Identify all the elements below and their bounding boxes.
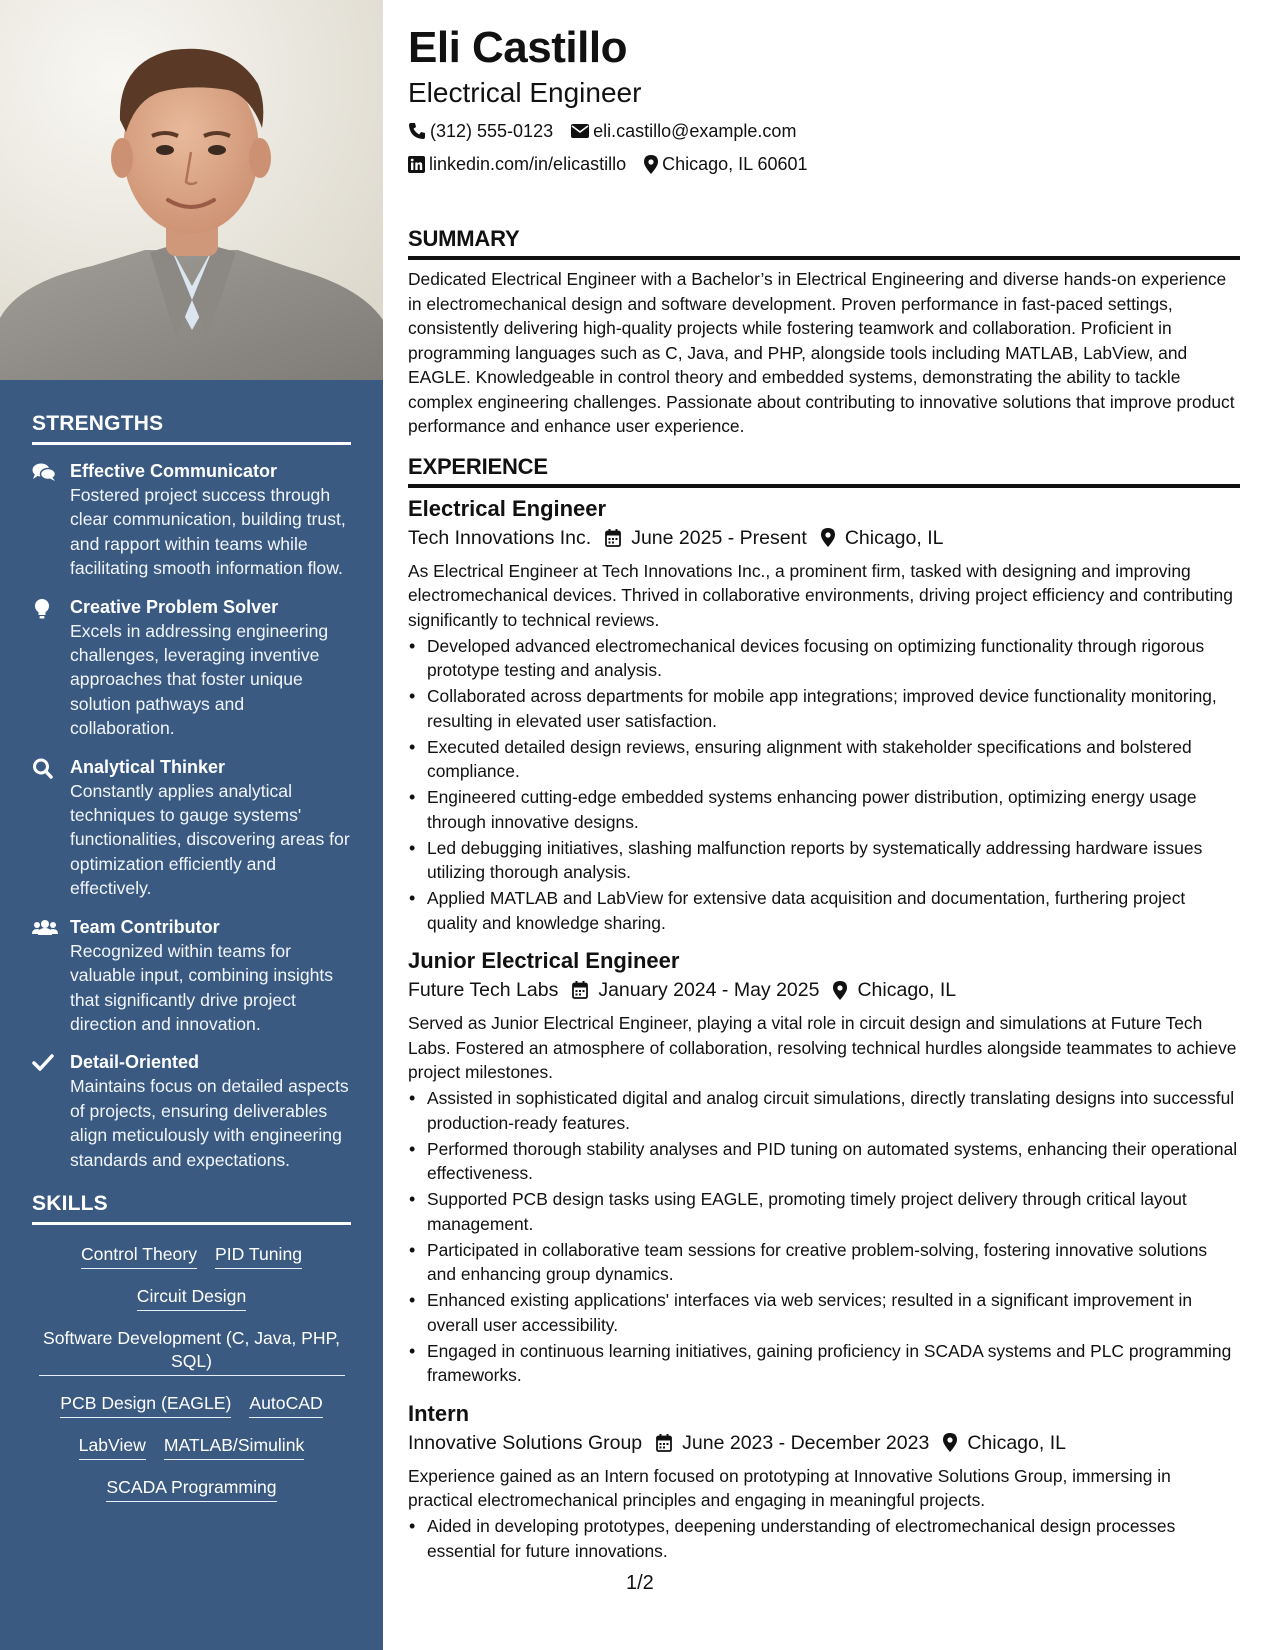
job-entry <box>408 947 1240 1388</box>
map-pin-icon <box>821 528 835 547</box>
comments-icon <box>32 459 70 581</box>
list-item: • Performed thorough stability analyses and PID tuning on automated systems, enhancing their operational effectiveness. <box>408 1137 1240 1186</box>
phone-contact <box>408 121 553 142</box>
skill-tag: MATLAB/Simulink <box>164 1434 304 1460</box>
job-location <box>943 1430 1066 1456</box>
list-item: • Aided in developing prototypes, deepening understanding of electromechanical design processes essential for future innovations. <box>408 1514 1240 1563</box>
phone-text: (312) 555-0123 <box>430 120 554 141</box>
company-name: Innovative Solutions Group <box>408 1431 643 1454</box>
strength-title: Analytical Thinker <box>70 756 226 777</box>
strength-title: Creative Problem Solver <box>70 596 279 617</box>
job-meta <box>408 525 1240 551</box>
company-name: Tech Innovations Inc. <box>408 526 592 549</box>
job-meta <box>408 977 1240 1003</box>
list-item: • Assisted in sophisticated digital and analog circuit simulations, directly translating designs into successful production-ready features. <box>408 1086 1240 1135</box>
skill-tag: AutoCAD <box>249 1392 322 1418</box>
map-pin-icon <box>833 981 847 1000</box>
job-dates <box>656 1430 929 1456</box>
job-title: Intern <box>408 1400 470 1426</box>
skills-heading: SKILLS <box>32 1192 351 1225</box>
strength-description: Fostered project success through clear communication, building trust, and rapport within teams while facilitating smooth information flow. <box>70 485 346 579</box>
skill-tag: Circuit Design <box>137 1285 247 1311</box>
job-description: Experience gained as an Intern focused on prototyping at Innovative Solutions Group, immersing in practical electromechanical principles and engaging in meaningful projects. <box>408 1465 1171 1510</box>
map-pin-icon <box>644 155 658 174</box>
job-location <box>821 525 944 551</box>
strength-description: Excels in addressing engineering challenges, leveraging inventive approaches that foster unique solution pathways and collaboration. <box>70 620 329 739</box>
calendar-icon <box>605 529 621 547</box>
calendar-icon <box>572 981 588 999</box>
job-location-text: Chicago, IL <box>857 979 957 1001</box>
list-item: • Supported PCB design tasks using EAGLE, promoting timely project delivery through critical layout management. <box>408 1187 1240 1236</box>
main-content <box>408 22 1240 1575</box>
candidate-role: Electrical Engineer <box>408 77 642 108</box>
company-name: Future Tech Labs <box>408 979 559 1001</box>
check-icon <box>32 1050 70 1172</box>
list-item: • Engineered cutting-edge embedded systems enhancing power distribution, optimizing energy usage through innovative designs. <box>408 785 1240 834</box>
job-dates-text: June 2025 - Present <box>631 526 807 549</box>
job-description: Served as Junior Electrical Engineer, playing a vital role in circuit design and simulations at Future Tech Labs. Fostered an atmosphere of collaboration, resolving technical hurdles alongside teammates to achieve project milestones. <box>408 1013 1237 1082</box>
envelope-icon <box>571 124 589 138</box>
strength-description: Maintains focus on detailed aspects of projects, ensuring deliverables align meticulously with engineering standards and expectations. <box>70 1076 349 1170</box>
job-title: Electrical Engineer <box>408 495 607 521</box>
contact-row <box>408 153 1240 175</box>
linkedin-text[interactable]: linkedin.com/in/elicastillo <box>429 153 627 174</box>
list-item: • Executed detailed design reviews, ensuring alignment with stakeholder specifications and bolstered compliance. <box>408 735 1240 784</box>
sidebar <box>0 0 383 1650</box>
strength-description: Recognized within teams for valuable input, combining insights that significantly drive project direction and innovation. <box>70 940 334 1034</box>
job-bullets <box>408 1514 1240 1563</box>
linkedin-contact[interactable] <box>408 154 626 175</box>
strength-title: Team Contributor <box>70 916 220 937</box>
strength-item <box>32 459 351 581</box>
job-entry <box>408 1400 1240 1564</box>
portrait-image <box>0 0 383 380</box>
summary-text: Dedicated Electrical Engineer with a Bachelor’s in Electrical Engineering and diverse hands-on experience in electromechanical design and software development. Proven performance in fast-paced settings, consistently delivering high-quality projects while fostering teamwork and collaboration. Proficient in programming languages such as C, Java, and PHP, alongside tools including MATLAB, LabView, and EAGLE. Knowledgeable in control theory and embedded systems, demonstrating the ability to tackle complex engineering challenges. Passionate about contributing to innovative solutions that improve product performance and enhance user experience. <box>408 269 1235 436</box>
skills-list <box>32 1239 351 1502</box>
experience-heading: EXPERIENCE <box>408 453 1240 488</box>
job-title: Junior Electrical Engineer <box>408 948 680 973</box>
job-meta <box>408 1430 1240 1456</box>
summary-heading: SUMMARY <box>408 225 1240 260</box>
list-item: • Engaged in continuous learning initiatives, gaining proficiency in SCADA systems and PLC programming frameworks. <box>408 1339 1240 1388</box>
candidate-name: Eli Castillo <box>408 23 627 72</box>
job-dates-text: June 2023 - December 2023 <box>682 1431 930 1454</box>
page-number: 1/2 <box>626 1572 654 1594</box>
email-text[interactable]: eli.castillo@example.com <box>593 120 797 141</box>
job-location <box>833 977 956 1003</box>
skill-tag: PCB Design (EAGLE) <box>60 1392 231 1418</box>
users-icon <box>32 915 70 1037</box>
job-dates <box>572 977 819 1003</box>
skill-tag: Software Development (C, Java, PHP, SQL) <box>39 1327 345 1376</box>
list-item: • Applied MATLAB and LabView for extensive data acquisition and documentation, furthering project quality and knowledge sharing. <box>408 886 1240 935</box>
sidebar-content <box>32 412 351 1518</box>
job-dates <box>605 525 807 551</box>
job-dates-text: January 2024 - May 2025 <box>598 979 820 1001</box>
map-pin-icon <box>943 1433 957 1452</box>
job-location-text: Chicago, IL <box>844 526 944 549</box>
strengths-heading: STRENGTHS <box>32 412 351 445</box>
list-item: • Enhanced existing applications' interfaces via web services; resulted in a significant improvement in overall user accessibility. <box>408 1288 1240 1337</box>
lightbulb-icon <box>32 595 70 741</box>
linkedin-icon <box>408 156 425 173</box>
skill-tag: PID Tuning <box>215 1243 302 1269</box>
skill-tag: Control Theory <box>81 1243 197 1269</box>
strength-title: Detail-Oriented <box>70 1052 200 1073</box>
search-icon <box>32 755 70 901</box>
job-bullets <box>408 634 1240 936</box>
job-bullets <box>408 1086 1240 1388</box>
list-item: • Developed advanced electromechanical devices focusing on optimizing functionality through rigorous prototype testing and analysis. <box>408 634 1240 683</box>
strength-item <box>32 595 351 741</box>
strength-title: Effective Communicator <box>70 461 278 481</box>
list-item: • Participated in collaborative team sessions for creative problem-solving, fostering innovative solutions and enhancing group dynamics. <box>408 1238 1240 1287</box>
job-entry <box>408 495 1240 936</box>
location-contact <box>644 154 807 175</box>
strength-item <box>32 915 351 1037</box>
phone-icon <box>408 122 426 140</box>
job-description: As Electrical Engineer at Tech Innovations Inc., a prominent firm, tasked with designing and improving electromechanical devices. Thrived in collaborative environments, driving project efficiency and contributing significantly to technical reviews. <box>408 560 1233 630</box>
list-item: • Led debugging initiatives, slashing malfunction reports by systematically addressing hardware issues utilizing thorough analysis. <box>408 836 1240 885</box>
strength-item <box>32 755 351 901</box>
email-contact[interactable] <box>571 121 796 142</box>
calendar-icon <box>656 1434 672 1452</box>
strength-description: Constantly applies analytical techniques to gauge systems' functionalities, discovering areas for optimization efficiently and effectively. <box>70 780 350 899</box>
skill-tag: LabView <box>79 1434 146 1460</box>
strength-item <box>32 1050 351 1172</box>
profile-photo <box>0 0 383 380</box>
location-text: Chicago, IL 60601 <box>662 153 808 174</box>
skill-tag: SCADA Programming <box>106 1476 276 1502</box>
list-item: • Collaborated across departments for mobile app integrations; improved device functionality monitoring, resulting in elevated user satisfaction. <box>408 684 1240 733</box>
job-location-text: Chicago, IL <box>967 1431 1066 1454</box>
contact-row <box>408 120 1240 142</box>
